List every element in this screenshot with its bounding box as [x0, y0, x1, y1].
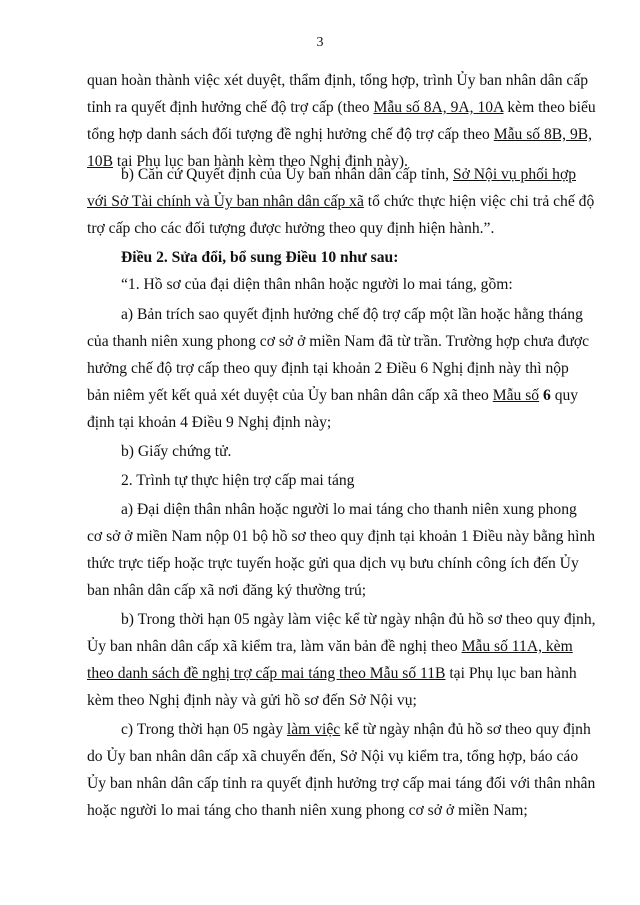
text-line: 2. Trình tự thực hiện trợ cấp mai táng: [121, 472, 355, 489]
text-line: [87, 191, 595, 213]
text-line: [121, 164, 576, 186]
underlined-text: 10B: [87, 153, 113, 170]
text: tổ chức thực hiện việc chi trả chế độ: [363, 193, 595, 210]
text-line: [87, 331, 590, 353]
text-line: [87, 663, 577, 685]
text-line: [87, 580, 366, 602]
text-line: [121, 499, 577, 521]
article-heading: Điều 2. Sửa đổi, bổ sung Điều 10 như sau:: [121, 249, 399, 266]
text-line: [87, 553, 579, 575]
text: quy: [550, 387, 579, 404]
text: b) Trong thời hạn 05 ngày làm việc kể từ ngày nhận đủ hồ sơ theo quy định,: [121, 611, 596, 628]
text-line: [87, 636, 573, 658]
text: b) Căn cứ Quyết định của Ủy ban nhân dân cấp tỉnh,: [121, 166, 453, 183]
text: của thanh niên xung phong cơ sở ở miền Nam đã từ trần. Trường hợp chưa được: [87, 333, 590, 350]
text: kèm theo Nghị định này và gửi hồ sơ đến Sở Nội vụ;: [87, 692, 417, 709]
text: cơ sở ở miền Nam nộp 01 bộ hồ sơ theo quy định tại khoản 1 Điều này bằng hình: [87, 528, 596, 545]
text: tại Phụ lục ban hành: [445, 665, 577, 682]
text-line: [121, 304, 583, 326]
page-number: 3: [316, 35, 324, 50]
text: kể từ ngày nhận đủ hồ sơ theo quy định: [340, 721, 591, 738]
text: hưởng chế độ trợ cấp theo quy định tại khoản 2 Điều 6 Nghị định này thì nộp: [87, 360, 569, 377]
text-line: [87, 218, 494, 240]
text: tổng hợp danh sách đối tượng đề nghị hưởng chế độ trợ cấp theo: [87, 126, 494, 143]
text-line: [87, 70, 589, 92]
text: bản niêm yết kết quả xét duyệt của Ủy ban nhân dân cấp xã theo: [87, 387, 493, 404]
text: c) Trong thời hạn 05 ngày: [121, 721, 287, 738]
text: định tại khoản 4 Điều 9 Nghị định này;: [87, 414, 332, 431]
text: Ủy ban nhân dân cấp tỉnh ra quyết định hưởng trợ cấp mai táng đối với thân nhân: [87, 775, 596, 792]
text-line: [121, 719, 591, 741]
text: hoặc người lo mai táng cho thanh niên xung phong cơ sở ở miền Nam;: [87, 802, 528, 819]
text: a) Đại diện thân nhân hoặc người lo mai táng cho thanh niên xung phong: [121, 501, 577, 518]
text: kèm theo biểu: [503, 99, 596, 116]
text-line: [87, 690, 417, 712]
underlined-text: với Sở Tài chính và Ủy ban nhân dân cấp xã: [87, 193, 364, 210]
underlined-text: theo danh sách đề nghị trợ cấp mai táng theo Mẫu số 11B: [87, 665, 446, 682]
underlined-text: Sở Nội vụ phối hợp: [452, 166, 576, 183]
text: ban nhân dân cấp xã nơi đăng ký thường trú;: [87, 582, 367, 599]
underlined-text: Mẫu số: [492, 387, 540, 404]
bold-text: 6: [539, 387, 551, 404]
text: trợ cấp cho các đối tượng được hưởng theo quy định hiện hành.”.: [87, 220, 495, 237]
text-line: b) Giấy chứng tử.: [121, 443, 232, 460]
text-line: [87, 773, 596, 795]
text-line: [87, 97, 596, 119]
text-line: [87, 526, 596, 548]
text: Ủy ban nhân dân cấp xã kiểm tra, làm văn bản đề nghị theo: [87, 638, 462, 655]
text-line: [87, 124, 593, 146]
underlined-text: Mẫu số 11A, kèm: [461, 638, 573, 655]
text: thức trực tiếp hoặc trực tuyến hoặc gửi qua dịch vụ bưu chính công ích đến Ủy: [87, 555, 579, 572]
text-line: [87, 800, 528, 822]
underlined-text: làm việc: [286, 721, 341, 738]
text-line: [87, 412, 331, 434]
underlined-text: Mẫu số 8A, 9A, 10A: [373, 99, 504, 116]
text: do Ủy ban nhân dân cấp xã chuyển đến, Sở Nội vụ kiểm tra, tổng hợp, báo cáo: [87, 748, 579, 765]
text: tỉnh ra quyết định hưởng chế độ trợ cấp (theo: [87, 99, 374, 116]
text: quan hoàn thành việc xét duyệt, thẩm định, tổng hợp, trình Ủy ban nhân dân cấp: [87, 72, 589, 89]
text: tại Phụ lục ban hành kèm theo Nghị định này).: [113, 153, 408, 170]
text-line: [87, 746, 579, 768]
text-line: [87, 358, 569, 380]
text-line: [87, 385, 579, 407]
text-line: “1. Hồ sơ của đại diện thân nhân hoặc người lo mai táng, gồm:: [121, 276, 513, 293]
text: a) Bản trích sao quyết định hưởng chế độ trợ cấp một lần hoặc hằng tháng: [121, 306, 583, 323]
text-line: [121, 609, 596, 631]
underlined-text: Mẫu số 8B, 9B,: [493, 126, 593, 143]
